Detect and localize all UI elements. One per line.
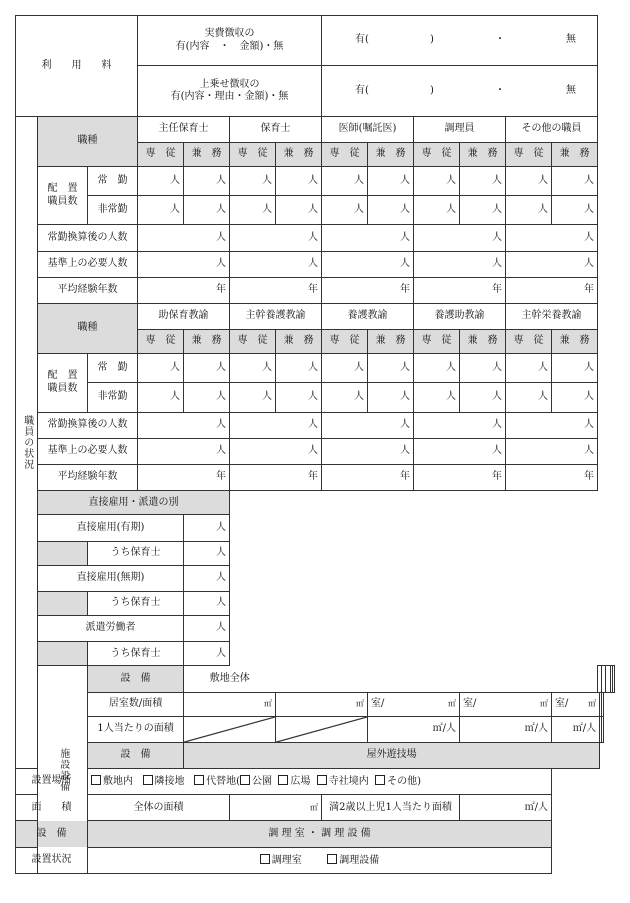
person-cell[interactable]: 人 (368, 354, 414, 383)
extra-fee-yes: 有( (355, 84, 369, 96)
placement-label (38, 167, 88, 225)
person-cell[interactable]: 人 (230, 354, 276, 383)
staff-side-label: 職員の状況 (16, 116, 38, 768)
staff-value-cell[interactable]: 人 (322, 438, 414, 464)
placement-line1: 配 置 (47, 370, 78, 382)
diagonal-line (276, 717, 367, 742)
concurrent-label: 兼 務 (552, 330, 598, 354)
job-type-column: 調理員 (414, 116, 506, 142)
employment-value-cell[interactable]: 人 (184, 541, 230, 565)
person-cell[interactable]: 人 (230, 383, 276, 412)
per-person-cell[interactable]: ㎡/人 (460, 716, 552, 742)
concurrent-label: 兼 務 (368, 142, 414, 166)
person-cell[interactable]: 人 (460, 196, 506, 225)
per-child-area-cell[interactable]: ㎡/人 (460, 795, 552, 821)
staff-value-cell[interactable]: 人 (414, 412, 506, 438)
job-type-column: その他の職員 (506, 116, 598, 142)
staff-value-cell[interactable]: 年 (230, 465, 322, 491)
person-cell[interactable]: 人 (276, 196, 322, 225)
area-cell[interactable] (276, 692, 368, 716)
person-cell[interactable]: 人 (276, 167, 322, 196)
employment-value-cell[interactable]: 人 (184, 642, 230, 666)
person-cell[interactable]: 人 (230, 167, 276, 196)
actual-fee-line2: 有(内容 ・ 金額)・無 (175, 40, 284, 52)
concurrent-label: 兼 務 (368, 330, 414, 354)
form-row (16, 16, 615, 66)
staff-value-cell[interactable]: 人 (506, 251, 598, 277)
employment-row-label: 直接雇用(有期) (38, 515, 184, 541)
sqm-unit: ㎡ (356, 698, 365, 708)
form-body (16, 16, 615, 874)
staff-value-cell[interactable]: 人 (138, 225, 230, 251)
staff-value-cell[interactable]: 人 (322, 225, 414, 251)
actual-fee-yes: 有( (355, 34, 369, 46)
concurrent-label: 兼 務 (460, 330, 506, 354)
staff-row-label: 常勤換算後の人数 (38, 412, 138, 438)
checkbox-icon[interactable] (194, 775, 204, 785)
job-type-column: 主幹栄養教諭 (506, 303, 598, 329)
staff-value-cell[interactable]: 人 (230, 412, 322, 438)
form-row (16, 438, 615, 464)
na-cell (184, 716, 276, 742)
fulltime-dedicated-label: 専 従 (414, 142, 460, 166)
employment-value-cell[interactable]: 人 (184, 616, 230, 642)
person-cell[interactable]: 人 (322, 354, 368, 383)
placement-label (38, 354, 88, 412)
staff-value-cell[interactable]: 年 (230, 277, 322, 303)
form-row (16, 196, 615, 225)
concurrent-label: 兼 務 (276, 330, 322, 354)
form-row (16, 277, 615, 303)
person-cell[interactable]: 人 (184, 196, 230, 225)
location-option: 隣接地 (154, 775, 185, 787)
person-cell[interactable]: 人 (552, 167, 598, 196)
checkbox-icon[interactable] (278, 775, 288, 785)
employment-value-cell[interactable]: 人 (184, 565, 230, 591)
person-cell[interactable]: 人 (460, 383, 506, 412)
na-cell (276, 716, 368, 742)
person-cell[interactable]: 人 (460, 167, 506, 196)
person-cell[interactable]: 人 (322, 167, 368, 196)
fulltime-label: 常 勤 (88, 167, 138, 196)
extra-fee-label (138, 66, 322, 116)
staff-value-cell[interactable]: 人 (138, 251, 230, 277)
job-type-column: 医師(嘱託医) (322, 116, 414, 142)
staff-value-cell[interactable]: 年 (138, 277, 230, 303)
per-child-area-label: 満2歳以上児1人当たり面積 (322, 795, 460, 821)
fulltime-dedicated-label: 専 従 (506, 142, 552, 166)
person-cell[interactable]: 人 (276, 354, 322, 383)
person-cell[interactable]: 人 (322, 196, 368, 225)
person-cell[interactable]: 人 (276, 383, 322, 412)
room-area-cell[interactable] (460, 692, 552, 716)
installation-options[interactable] (88, 847, 552, 873)
room-unit: 室/ (463, 697, 477, 709)
person-cell[interactable]: 人 (506, 196, 552, 225)
employment-row-label: 派遣労働者 (38, 616, 184, 642)
actual-fee-choice[interactable] (322, 16, 598, 66)
placement-line2: 職員数 (47, 382, 78, 394)
location-option: 寺社境内 (328, 775, 369, 787)
form-row (16, 354, 615, 383)
staff-value-cell[interactable]: 人 (322, 251, 414, 277)
person-cell[interactable]: 人 (184, 383, 230, 412)
checkbox-icon[interactable] (317, 775, 327, 785)
staff-value-cell[interactable]: 年 (414, 277, 506, 303)
staff-value-cell[interactable]: 年 (322, 465, 414, 491)
form-row (16, 167, 615, 196)
location-option: 敷地内 (103, 775, 133, 787)
employment-value-cell[interactable]: 人 (184, 591, 230, 615)
job-type-column: 養護助教諭 (414, 303, 506, 329)
facility-column: 敷地全体 (184, 666, 276, 692)
total-area-cell[interactable] (230, 795, 322, 821)
area-label: 面 積 (16, 795, 88, 821)
person-cell[interactable]: 人 (552, 196, 598, 225)
job-type-column: 助保育教諭 (138, 303, 230, 329)
person-cell[interactable]: 人 (138, 383, 184, 412)
fulltime-label: 常 勤 (88, 354, 138, 383)
person-cell[interactable]: 人 (414, 383, 460, 412)
employment-sub-label: うち保育士 (88, 642, 184, 666)
checkbox-icon[interactable] (240, 775, 250, 785)
staff-value-cell[interactable]: 人 (506, 412, 598, 438)
diagonal-line (184, 717, 275, 742)
facility-side-label: 施設設備 (38, 666, 88, 874)
person-cell[interactable]: 人 (414, 196, 460, 225)
actual-fee-close: ) (430, 34, 434, 46)
staff-row-label: 常勤換算後の人数 (38, 225, 138, 251)
staff-value-cell[interactable]: 年 (414, 465, 506, 491)
employment-sub-label: うち保育士 (88, 591, 184, 615)
job-type-column: 保育士 (230, 116, 322, 142)
fulltime-dedicated-label: 専 従 (414, 330, 460, 354)
form-row (16, 116, 615, 142)
staff-value-cell[interactable]: 年 (322, 277, 414, 303)
room-unit: 室/ (371, 697, 385, 709)
equipment-label: 設 備 (88, 666, 184, 692)
indent-spacer (38, 642, 88, 666)
person-cell[interactable]: 人 (460, 354, 506, 383)
person-cell[interactable]: 人 (506, 167, 552, 196)
job-type-header: 職種 (38, 116, 138, 166)
extra-fee-line2: 有(内容・理由・金額)・無 (170, 91, 289, 103)
person-cell[interactable]: 人 (138, 167, 184, 196)
checkbox-icon[interactable] (260, 854, 270, 864)
job-type-column: 主幹養護教諭 (230, 303, 322, 329)
staff-value-cell[interactable]: 年 (138, 465, 230, 491)
location-option: その他) (387, 775, 421, 787)
sqm-unit: ㎡ (540, 699, 549, 709)
indent-spacer (38, 591, 88, 615)
person-cell[interactable]: 人 (414, 354, 460, 383)
staff-value-cell[interactable]: 人 (414, 251, 506, 277)
fulltime-dedicated-label: 専 従 (230, 142, 276, 166)
actual-fee-dot: ・ (494, 34, 505, 46)
person-cell[interactable]: 人 (322, 383, 368, 412)
person-cell[interactable]: 人 (368, 167, 414, 196)
form-row (16, 716, 615, 742)
kitchen-room-option: 調理室 (271, 854, 302, 866)
per-person-cell[interactable]: ㎡/人 (552, 716, 600, 742)
outdoor-playground-label: 屋外遊技場 (184, 742, 600, 768)
parttime-label: 非常勤 (88, 383, 138, 412)
person-cell[interactable]: 人 (184, 354, 230, 383)
form-row (16, 303, 615, 329)
room-area-label: 居室数/面積 (88, 692, 184, 716)
person-cell[interactable]: 人 (368, 196, 414, 225)
concurrent-label: 兼 務 (184, 142, 230, 166)
staff-value-cell[interactable]: 人 (230, 438, 322, 464)
room-unit: 室/ (555, 697, 569, 709)
staff-value-cell[interactable]: 年 (506, 277, 598, 303)
form-row (16, 412, 615, 438)
checkbox-icon[interactable] (91, 775, 101, 785)
room-area-cell[interactable] (552, 692, 600, 716)
person-cell[interactable]: 人 (506, 354, 552, 383)
extra-fee-no: 無 (566, 84, 577, 96)
form-row (16, 847, 615, 873)
staff-value-cell[interactable]: 人 (230, 225, 322, 251)
sqm-unit: ㎡ (264, 698, 273, 708)
per-person-cell[interactable] (602, 716, 604, 742)
indent-spacer (38, 541, 88, 565)
sqm-unit: ㎡ (448, 699, 457, 709)
sqm-unit: ㎡ (588, 699, 597, 709)
form-row (16, 742, 615, 768)
usage-fee-label: 利 用 料 (16, 16, 138, 117)
staff-value-cell[interactable]: 人 (138, 412, 230, 438)
staff-row-label: 平均経験年数 (38, 465, 138, 491)
staff-value-cell[interactable]: 人 (230, 251, 322, 277)
parttime-label: 非常勤 (88, 196, 138, 225)
staff-value-cell[interactable]: 人 (506, 225, 598, 251)
form-row (16, 251, 615, 277)
checkbox-icon[interactable] (375, 775, 385, 785)
form-row (16, 769, 615, 795)
facility-column (612, 666, 614, 692)
person-cell[interactable]: 人 (138, 196, 184, 225)
installation-status-label: 設置状況 (16, 847, 88, 873)
extra-fee-dot: ・ (494, 84, 505, 96)
room-area-cell[interactable] (368, 692, 460, 716)
location-option: 代替地( (206, 775, 240, 787)
equipment-label: 設 備 (88, 742, 184, 768)
staff-row-label: 基準上の必要人数 (38, 438, 138, 464)
form-row (16, 491, 615, 515)
form-row (16, 821, 615, 847)
placement-line2: 職員数 (47, 195, 78, 207)
checkbox-icon[interactable] (327, 854, 337, 864)
employment-row-label: 直接雇用(無期) (38, 565, 184, 591)
fulltime-dedicated-label: 専 従 (506, 330, 552, 354)
staff-value-cell[interactable]: 人 (414, 225, 506, 251)
facility-form-table (15, 15, 615, 874)
person-cell[interactable]: 人 (138, 354, 184, 383)
total-area-label: 全体の面積 (88, 795, 230, 821)
employment-sub-label: うち保育士 (88, 541, 184, 565)
staff-value-cell[interactable]: 年 (506, 465, 598, 491)
person-cell[interactable]: 人 (184, 167, 230, 196)
fulltime-dedicated-label: 専 従 (138, 142, 184, 166)
staff-row-label: 基準上の必要人数 (38, 251, 138, 277)
location-label: 設置場所 (16, 769, 88, 795)
employment-header: 直接雇用・派遣の別 (38, 491, 230, 515)
placement-line1: 配 置 (47, 183, 78, 195)
person-cell[interactable]: 人 (552, 354, 598, 383)
extra-fee-choice[interactable] (322, 66, 598, 116)
equipment-label: 設 備 (16, 821, 88, 847)
fulltime-dedicated-label: 専 従 (322, 330, 368, 354)
form-row (16, 225, 615, 251)
form-row (16, 795, 615, 821)
extra-fee-close: ) (430, 84, 434, 96)
job-type-header: 職種 (38, 303, 138, 353)
concurrent-label: 兼 務 (184, 330, 230, 354)
actual-fee-no: 無 (566, 34, 577, 46)
staff-row-label: 平均経験年数 (38, 277, 138, 303)
concurrent-label: 兼 務 (552, 142, 598, 166)
form-row (16, 383, 615, 412)
area-cell[interactable] (184, 692, 276, 716)
actual-fee-label (138, 16, 322, 66)
per-person-cell[interactable]: ㎡/人 (368, 716, 460, 742)
location-option: 広場 (290, 775, 311, 787)
fulltime-dedicated-label: 専 従 (230, 330, 276, 354)
person-cell[interactable]: 人 (506, 383, 552, 412)
person-cell[interactable]: 人 (368, 383, 414, 412)
concurrent-label: 兼 務 (460, 142, 506, 166)
room-area-cell[interactable] (602, 692, 604, 716)
concurrent-label: 兼 務 (276, 142, 322, 166)
person-cell[interactable]: 人 (552, 383, 598, 412)
blank-area (230, 491, 598, 692)
sqm-unit: ㎡ (310, 802, 319, 812)
job-type-column: 主任保育士 (138, 116, 230, 142)
checkbox-icon[interactable] (143, 775, 153, 785)
staff-value-cell[interactable]: 人 (414, 438, 506, 464)
employment-value-cell[interactable]: 人 (184, 515, 230, 541)
location-option: 公園 (252, 775, 272, 787)
person-cell[interactable]: 人 (230, 196, 276, 225)
kitchen-label: 調 理 室 ・ 調 理 設 備 (88, 821, 552, 847)
staff-value-cell[interactable]: 人 (506, 438, 598, 464)
location-options[interactable] (88, 769, 552, 795)
extra-fee-line1: 上乗せ徴収の (199, 78, 260, 90)
job-type-column: 養護教諭 (322, 303, 414, 329)
form-row (16, 692, 615, 716)
staff-value-cell[interactable]: 人 (322, 412, 414, 438)
staff-value-cell[interactable]: 人 (138, 438, 230, 464)
kitchen-equipment-option: 調理設備 (339, 854, 380, 866)
actual-fee-line1: 実費徴収の (204, 28, 255, 40)
fulltime-dedicated-label: 専 従 (322, 142, 368, 166)
fulltime-dedicated-label: 専 従 (138, 330, 184, 354)
per-person-label: 1人当たりの面積 (88, 716, 184, 742)
form-row (16, 465, 615, 491)
person-cell[interactable]: 人 (414, 167, 460, 196)
